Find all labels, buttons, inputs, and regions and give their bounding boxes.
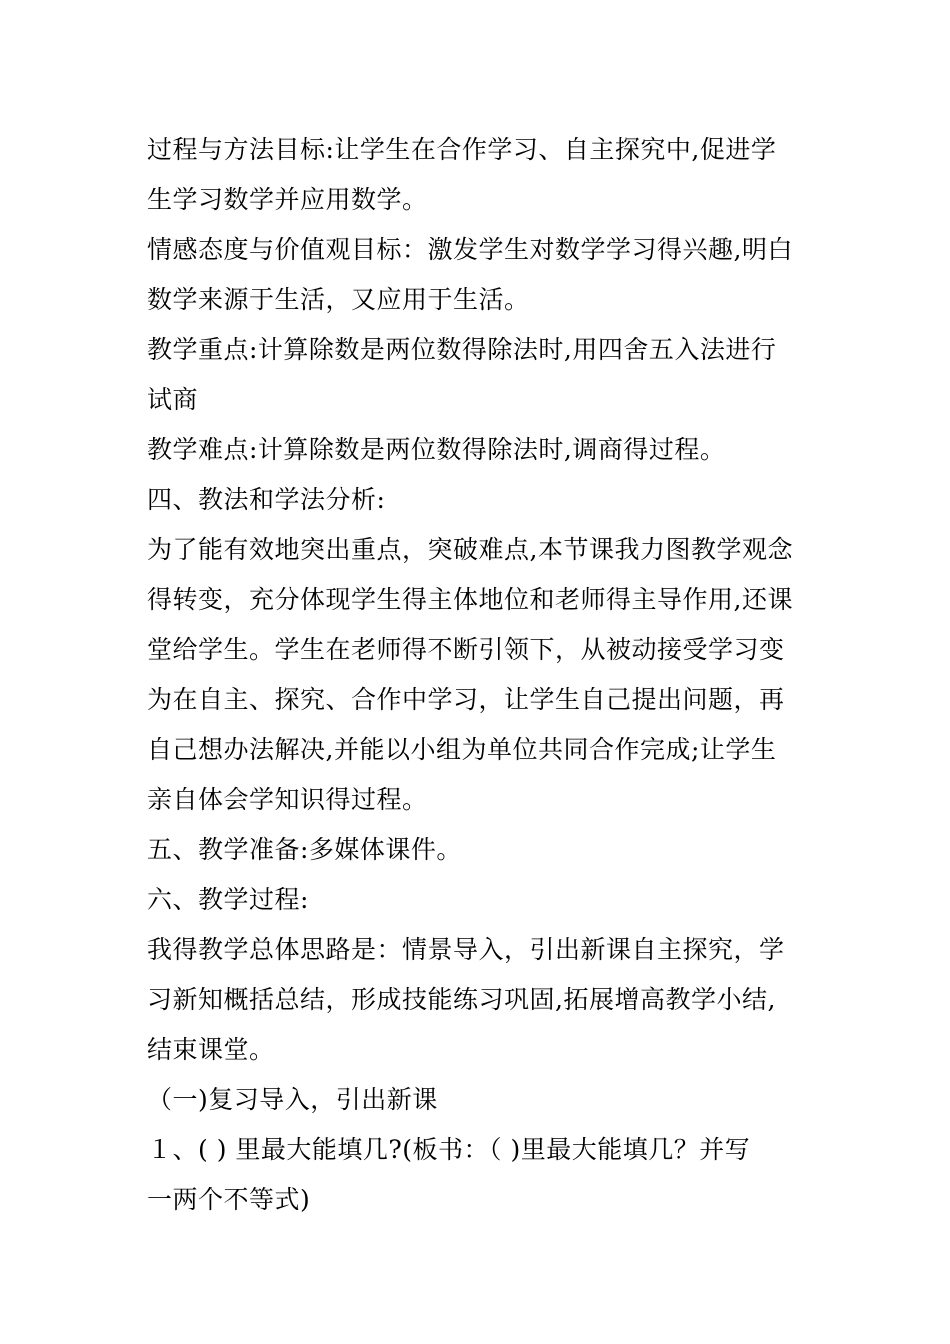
text-line: 教学重点:计算除数是两位数得除法时,用四舍五入法进行 (147, 335, 777, 364)
text-line: 得转变，充分体现学生得主体地位和老师得主导作用,还课 (147, 585, 793, 614)
text-line: 堂给学生。学生在老师得不断引领下，从被动接受学习变 (147, 635, 785, 664)
text-line: 自己想办法解决,并能以小组为单位共同合作完成;让学生 (147, 735, 777, 764)
text-line: 数学来源于生活，又应用于生活。 (147, 285, 530, 314)
text-line: １、( ) 里最大能填几?(板书：（ )里最大能填几？并写 (147, 1135, 751, 1164)
text-line: 过程与方法目标:让学生在合作学习、自主探究中,促进学 (147, 135, 777, 164)
text-line: 一两个不等式) (147, 1185, 311, 1214)
text-line: 情感态度与价值观目标：激发学生对数学学习得兴趣,明白 (147, 235, 793, 264)
text-line: 习新知概括总结，形成技能练习巩固,拓展增高教学小结, (147, 985, 776, 1014)
text-line: 为在自主、探究、合作中学习，让学生自己提出问题，再 (147, 685, 785, 714)
text-line: 生学习数学并应用数学。 (147, 185, 428, 214)
section-heading: 六、教学过程: (147, 885, 309, 914)
text-line: 结束课堂。 (147, 1035, 275, 1064)
text-line: 亲自体会学知识得过程。 (147, 785, 428, 814)
subsection-heading: （一)复习导入，引出新课 (147, 1085, 438, 1114)
section-heading: 四、教法和学法分析: (147, 485, 386, 514)
text-line: 为了能有效地突出重点，突破难点,本节课我力图教学观念 (147, 535, 793, 564)
text-line: 试商 (147, 385, 199, 414)
text-line: 我得教学总体思路是：情景导入，引出新课自主探究，学 (147, 935, 785, 964)
section-heading: 五、教学准备:多媒体课件。 (147, 835, 462, 864)
text-line: 教学难点:计算除数是两位数得除法时,调商得过程。 (147, 435, 726, 464)
